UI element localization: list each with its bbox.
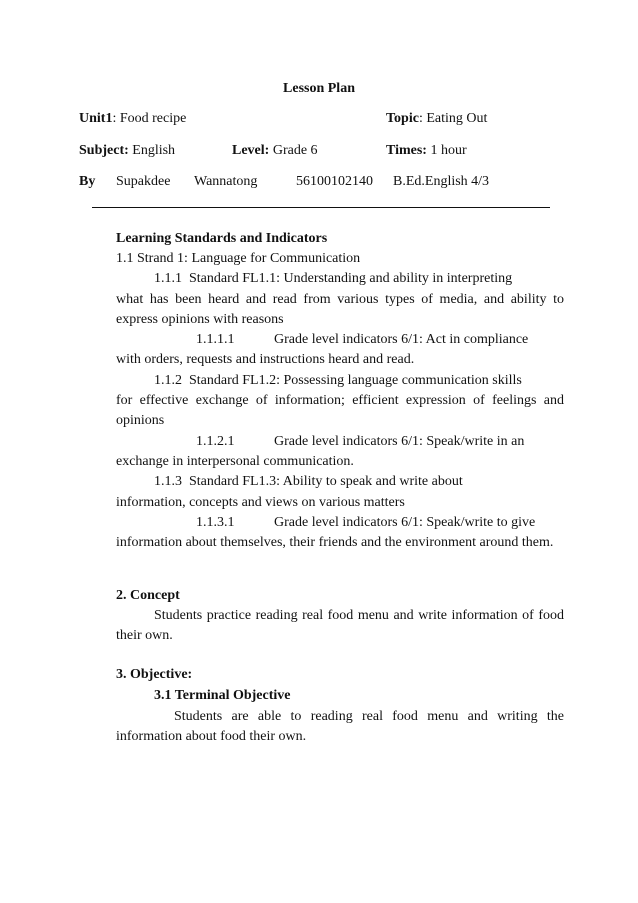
subject-line (79, 142, 175, 160)
indicator-1-rest: with orders, requests and instructions heard and read. (116, 352, 415, 368)
topic-value: : Eating Out (418, 111, 488, 126)
indicator-1-first (116, 330, 564, 350)
indicator-1-text: Grade level indicators 6/1: Act in compliance (274, 332, 529, 348)
author-last-name: Wannatong (194, 174, 258, 189)
student-id: 56100102140 (296, 174, 373, 189)
subject-label: Subject: (79, 143, 129, 158)
terminal-objective-heading: 3.1 Terminal Objective (154, 688, 291, 703)
level-line (232, 142, 318, 160)
standard-3-rest: information, concepts and views on various matters (116, 494, 405, 510)
standard-1-text: Standard FL1.1: Understanding and ability in interpreting (189, 271, 513, 287)
standard-2-first (116, 371, 564, 391)
standard-1-first (116, 269, 564, 289)
learning-body (116, 249, 564, 553)
indicator-3-number: 1.1.3.1 (196, 514, 235, 530)
standard-2-number: 1.1.2 (154, 372, 182, 388)
unit-line (79, 110, 186, 128)
standard-3-first (116, 472, 564, 492)
topic-label: Topic (386, 111, 419, 126)
standard-1-rest: what has been heard and read from various types of media, and ability to express opinions with reasons (116, 291, 564, 327)
learning-heading: Learning Standards and Indicators (116, 231, 328, 246)
indicator-1-number: 1.1.1.1 (196, 332, 235, 348)
indicator-2-number: 1.1.2.1 (196, 433, 235, 449)
author-first-name: Supakdee (116, 174, 171, 189)
program: B.Ed.English 4/3 (393, 174, 490, 189)
times-line (386, 142, 467, 160)
level-label: Level: (232, 143, 270, 158)
header-divider (92, 207, 550, 208)
page-title: Lesson Plan (283, 81, 355, 96)
objective-text: Students are able to reading real food menu and writing the information about food their own. (116, 709, 564, 745)
indicator-2-first (116, 432, 564, 452)
by-label: By (79, 174, 96, 189)
standard-3-number: 1.1.3 (154, 474, 182, 490)
times-value: 1 hour (426, 143, 467, 158)
indicator-2-rest: exchange in interpersonal communication. (116, 453, 354, 469)
objective-heading: 3. Objective: (116, 667, 193, 682)
unit-value: : Food recipe (112, 111, 187, 126)
standard-2-rest: for effective exchange of information; efficient expression of feelings and opinions (116, 393, 564, 429)
concept-heading: 2. Concept (116, 588, 180, 603)
indicator-3-rest: information about themselves, their friends and the environment around them. (116, 535, 554, 551)
standard-2-text: Standard FL1.2: Possessing language communication skills (189, 372, 522, 388)
standard-1-number: 1.1.1 (154, 271, 182, 287)
level-value: Grade 6 (269, 143, 318, 158)
topic-line (386, 110, 487, 128)
unit-label: Unit1 (79, 111, 113, 126)
indicator-3-first (116, 513, 564, 533)
times-label: Times: (386, 143, 427, 158)
concept-text: Students practice reading real food menu and write information of food their own. (116, 608, 564, 644)
indicator-2-text: Grade level indicators 6/1: Speak/write in an (274, 433, 525, 449)
strand-line: 1.1 Strand 1: Language for Communication (116, 251, 361, 266)
subject-value: English (128, 143, 176, 158)
standard-3-text: Standard FL1.3: Ability to speak and write about (189, 474, 463, 490)
indicator-3-text: Grade level indicators 6/1: Speak/write to give (274, 514, 536, 530)
